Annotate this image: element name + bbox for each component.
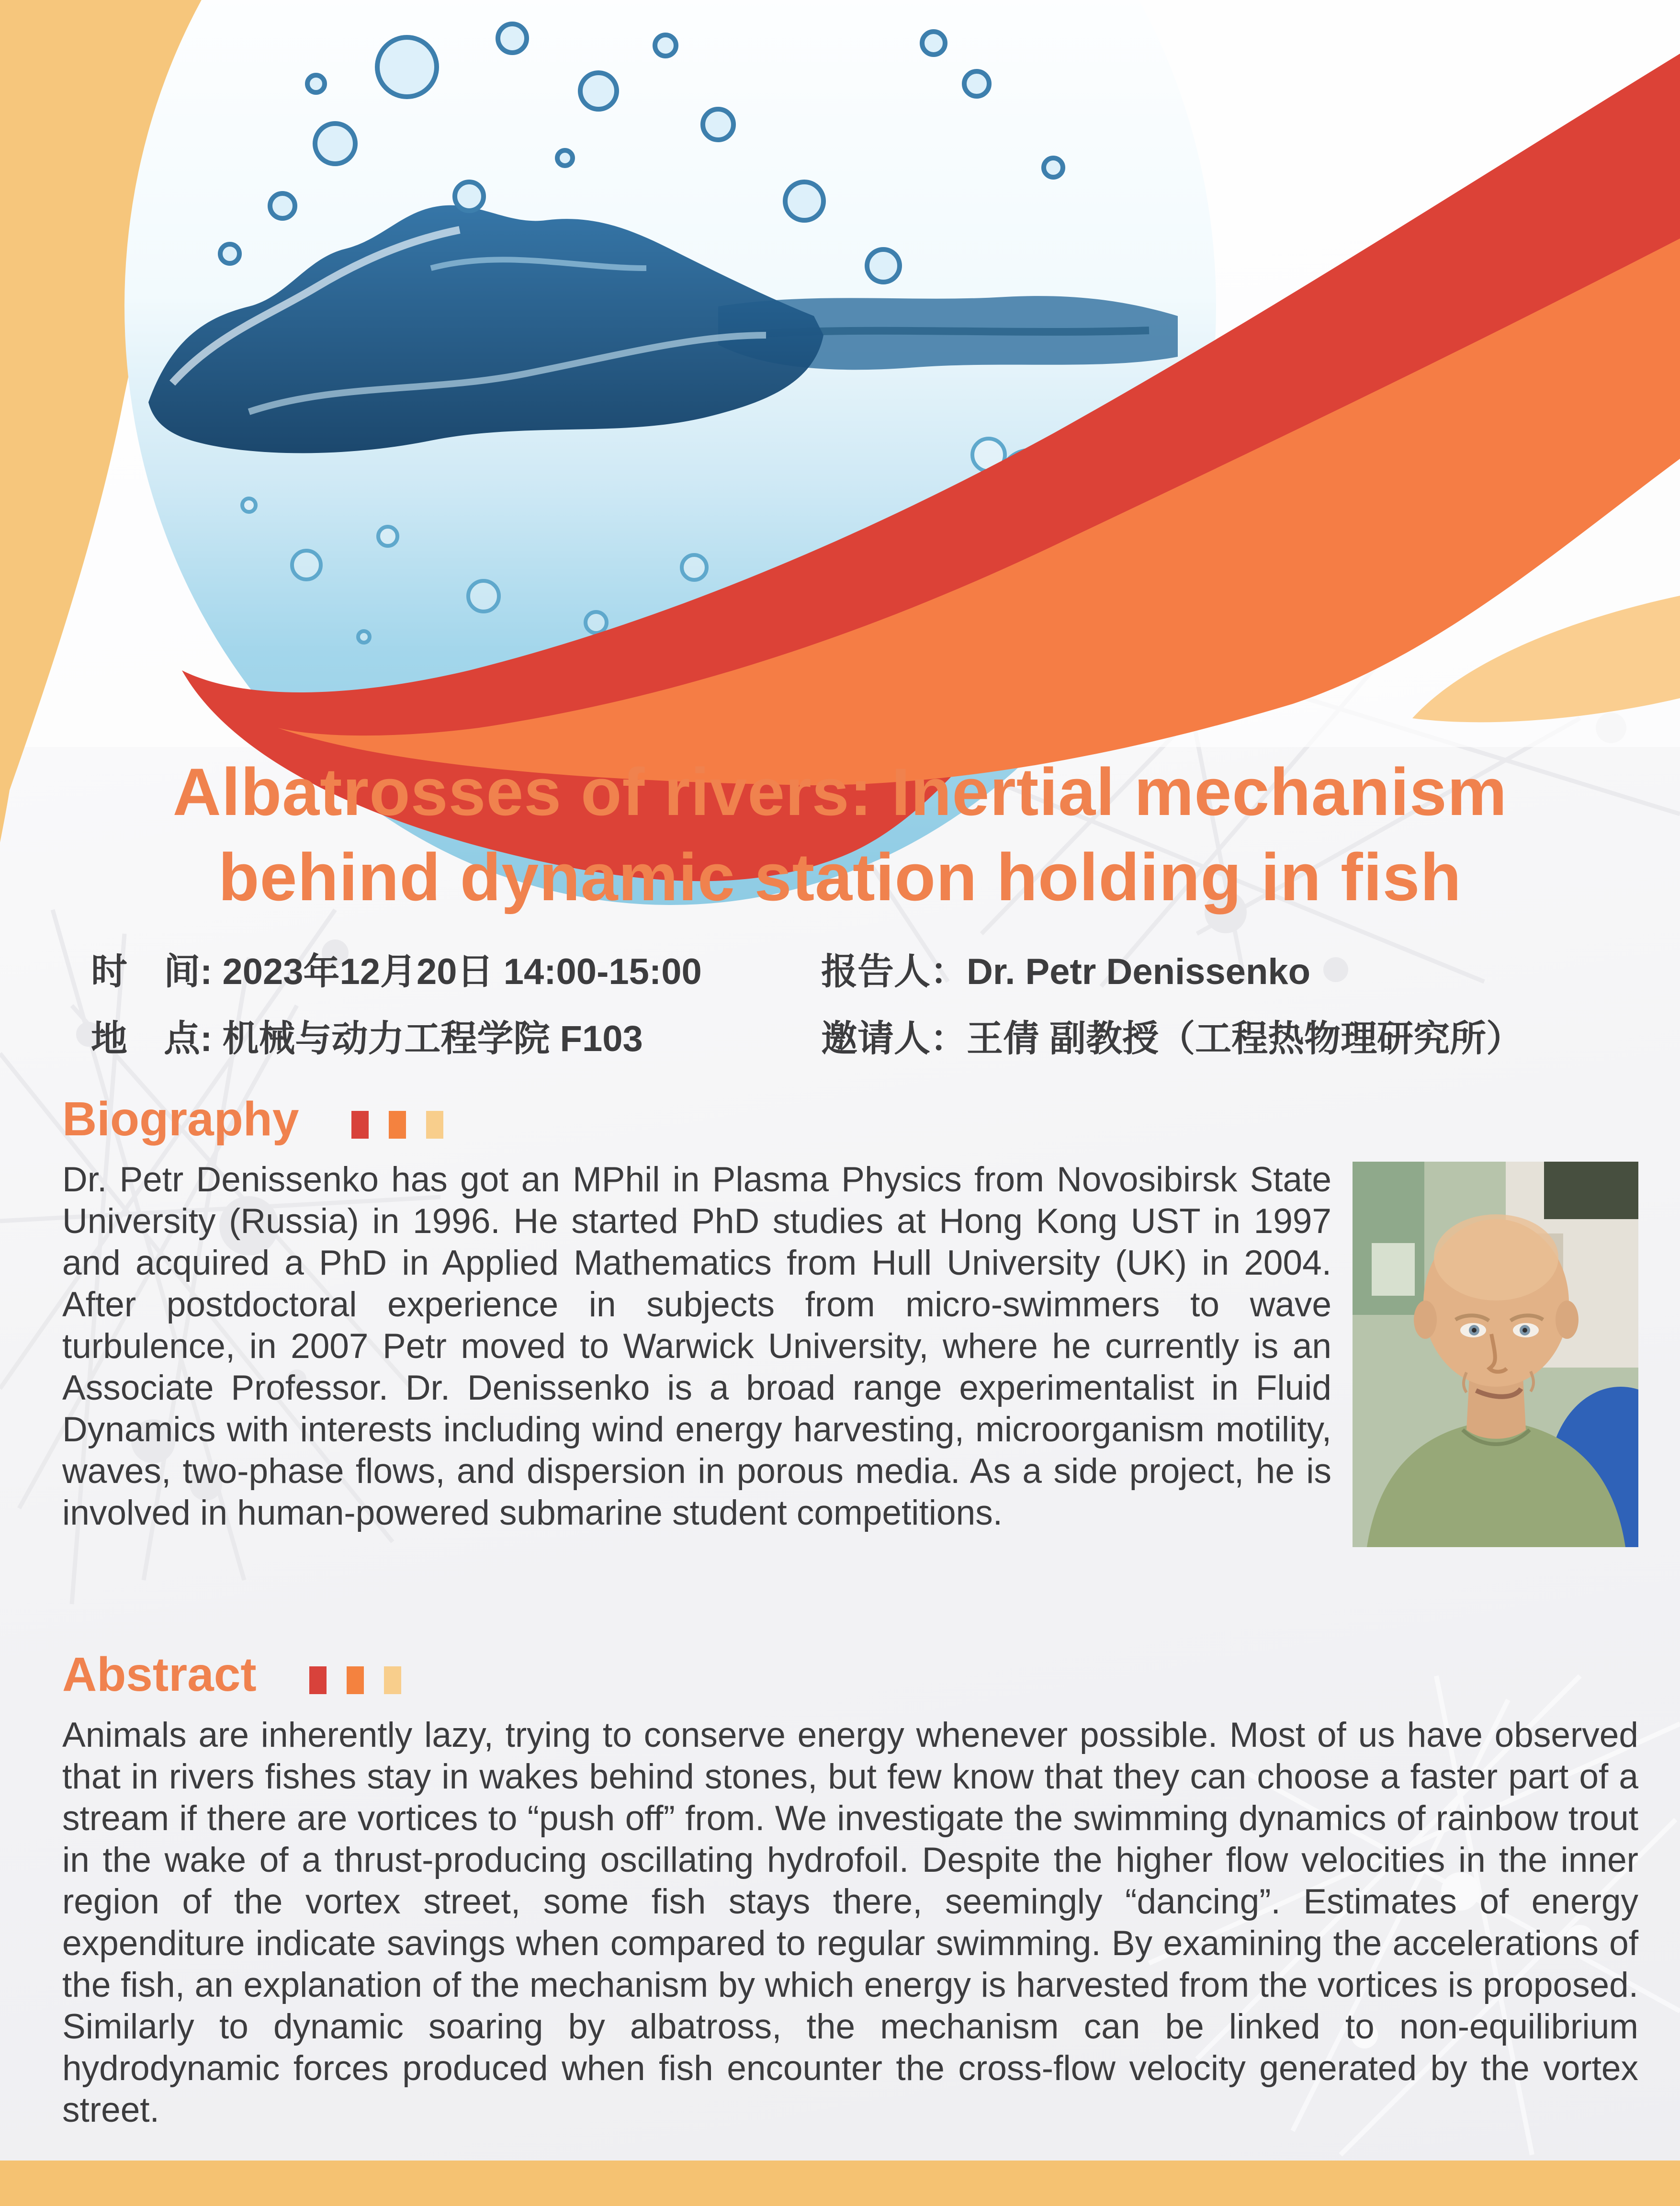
time-label: 时 间: xyxy=(91,951,213,992)
time-value: 2023年12月20日 14:00-15:00 xyxy=(222,951,702,992)
bottom-accent-bar xyxy=(0,2161,1680,2206)
abstract-heading: Abstract xyxy=(62,1648,257,1701)
biography-heading: Biography xyxy=(62,1092,299,1146)
venue-value: 机械与动力工程学院 F103 xyxy=(222,1018,643,1059)
speaker-value: Dr. Petr Denissenko xyxy=(967,951,1311,992)
abstract-text: Animals are inherently lazy, trying to conserve energy whenever possible. Most of us have observed that in rivers fishes stay in wakes behind stones, but few know that they can choose a faster part of a stream if there are vortices to “push off” from. We investigate the swimming dynamics of rainbow trout in the wake of a thrust-producing oscillating hydrofoil. Despite the higher flow velocities in the inner region of the vortex street, some fish stays there, seemingly “dancing”. Estimates of energy expenditure indicate savings when compared to regular swimming. By examining the accelerations of the fish, an explanation of the mechanism by which energy is harvested from the vortices is proposed. Similarly to dynamic soaring by albatross, the mechanism can be linked to non-equilibrium hydrodynamic forces produced when fish encounter the cross-flow velocity generated by the vortex street. xyxy=(62,1716,1638,2129)
venue-label: 地 点: xyxy=(91,1018,213,1059)
accent-square-orange xyxy=(389,1111,406,1139)
abstract-section xyxy=(62,1648,1638,2131)
host-label: 邀请人： xyxy=(821,1018,967,1059)
speaker-photo xyxy=(1353,1162,1638,1547)
speaker-label: 报告人： xyxy=(821,951,967,992)
accent-square-red xyxy=(309,1666,327,1694)
accent-square-pale xyxy=(384,1666,401,1694)
accent-square-pale xyxy=(426,1111,443,1139)
biography-text: Dr. Petr Denissenko has got an MPhil in Plasma Physics from Novosibirsk State University (Russia) in 1996. He started PhD studies at Hong Kong UST in 1997 and acquired a PhD in Applied Mathematics from Hull University (UK) in 2004. After postdoctoral experience in subjects from micro-swimmers to wave turbulence, in 2007 Petr moved to Warwick University, where he currently is an Associate Professor. Dr. Denissenko is a broad range experimentalist in Fluid Dynamics with interests including wind energy harvesting, microorganism motility, waves, two-phase flows, and dispersion in porous media. As a side project, he is involved in human-powered submarine student competitions. xyxy=(62,1160,1331,1532)
biography-section xyxy=(62,1093,1638,1556)
info-row-venue-host xyxy=(91,1009,1652,1062)
page-title-line1: Albatrosses of rivers: Inertial mechanism xyxy=(172,754,1508,829)
heading-accent-squares xyxy=(351,1111,443,1139)
host-value: 王倩 副教授（工程热物理研究所） xyxy=(967,1018,1523,1059)
info-row-time-speaker xyxy=(91,942,1652,995)
accent-square-red xyxy=(351,1111,369,1139)
biography-body xyxy=(62,1159,1638,1534)
page-title xyxy=(0,749,1680,920)
heading-accent-squares xyxy=(309,1666,401,1694)
accent-square-orange xyxy=(347,1666,364,1694)
page-title-line2: behind dynamic station holding in fish xyxy=(218,839,1462,915)
